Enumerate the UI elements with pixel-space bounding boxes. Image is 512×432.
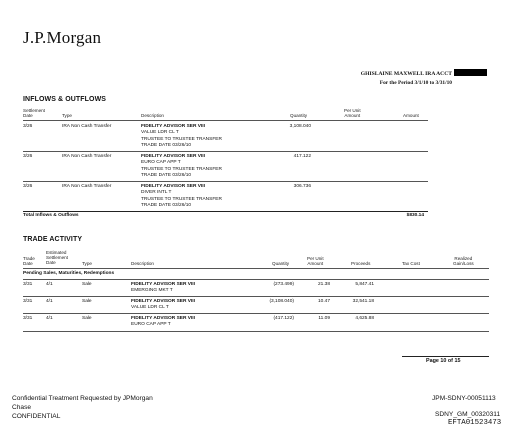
trade-row-2-per-unit: 10.47 — [317, 299, 330, 304]
inflow-row-3-date: 3/26 — [23, 184, 33, 189]
desc-line: VALUE LDR CL T — [141, 130, 179, 136]
col-quantity: Quantity — [290, 113, 308, 118]
inflow-row-2-description — [141, 154, 222, 180]
inflows-section-title: INFLOWS & OUTFLOWS — [23, 96, 107, 103]
footer-jpm-bates: JPM-SDNY-00051113 — [432, 395, 496, 402]
col-amount: Amount — [403, 113, 419, 118]
trade-row-2-trade-date: 3/31 — [23, 299, 33, 304]
desc-line: FIDELITY ADVISOR SER VIII — [141, 124, 205, 129]
trade-row-1-settle-date: 4/1 — [46, 282, 53, 287]
col-trade-per-unit-line1: Per Unit — [307, 256, 324, 261]
inflow-row-2-type: IRA Non Cash Transfer — [62, 154, 112, 159]
desc-line: FIDELITY ADVISOR SER VIII — [131, 299, 195, 304]
inflow-row-2-date: 3/26 — [23, 154, 33, 159]
desc-line: TRADE DATE 03/26/10 — [141, 173, 192, 179]
footer-chase: Chase — [12, 404, 32, 411]
col-description: Description — [141, 113, 164, 118]
page-number-rule — [402, 356, 489, 357]
trade-row-2-description — [131, 299, 195, 312]
inflow-row-1-date: 3/26 — [23, 124, 33, 129]
trade-group-label: Pending Sales, Maturities, Redemptions — [23, 271, 115, 276]
col-type: Type — [62, 113, 72, 118]
inflow-row-rule — [23, 181, 428, 182]
desc-line: FIDELITY ADVISOR SER VIII — [131, 316, 195, 321]
desc-line: FIDELITY ADVISOR SER VIII — [131, 282, 195, 287]
trade-row-3-proceeds: 4,625.88 — [355, 316, 374, 321]
col-settlement-line3: Date — [46, 260, 56, 265]
trade-row-1-quantity: (273.499) — [273, 282, 294, 287]
trade-row-3-trade-date: 3/31 — [23, 316, 33, 321]
col-proceeds: Proceeds — [351, 261, 371, 266]
trade-row-1-trade-date: 3/31 — [23, 282, 33, 287]
col-settlement — [46, 250, 68, 265]
col-per-unit-line1: Per Unit — [344, 108, 361, 113]
col-trade-type: Type — [82, 261, 92, 266]
trade-row-2-settle-date: 4/1 — [46, 299, 53, 304]
inflows-total-value: $830.14 — [406, 213, 424, 218]
trade-row-1-proceeds: 5,847.41 — [355, 282, 374, 287]
col-gain-loss — [453, 256, 474, 266]
desc-line: TRADE DATE 03/26/10 — [141, 143, 192, 149]
inflow-row-1-description — [141, 124, 222, 150]
inflow-row-1-quantity: 3,108.040 — [289, 124, 311, 129]
trade-row-3-description — [131, 316, 195, 329]
trade-row-rule — [23, 296, 489, 297]
desc-line: VALUE LDR CL T — [131, 305, 169, 311]
jpmorgan-logo: J.P.Morgan — [23, 28, 102, 47]
footer-efta-number: EFTA01523473 — [448, 419, 502, 427]
inflows-total-rule — [23, 211, 428, 212]
inflow-row-rule — [23, 151, 428, 152]
col-gain-loss-line2: Gain/Loss — [453, 261, 474, 266]
inflow-row-3-type: IRA Non Cash Transfer — [62, 184, 112, 189]
trade-group-rule — [23, 279, 489, 280]
trade-row-1-per-unit: 21.38 — [317, 282, 330, 287]
desc-line: TRUSTEE TO TRUSTEE TRANSFER — [141, 196, 222, 202]
desc-line: EMERGING MKT T — [131, 288, 173, 294]
desc-line: FIDELITY ADVISOR SER VIII — [141, 184, 205, 189]
inflow-row-2-quantity: 417.122 — [293, 154, 311, 159]
trade-row-1-description — [131, 282, 195, 295]
account-number-redaction — [454, 69, 487, 76]
col-settlement-date-line2: Date — [23, 113, 33, 118]
col-settlement-date — [23, 108, 45, 118]
footer-confidential: CONFIDENTIAL — [12, 413, 61, 420]
col-tax-cost: Tax Cost — [402, 261, 420, 266]
inflows-header-rule — [23, 120, 428, 121]
trade-header-rule — [23, 268, 489, 269]
inflows-total-label: Total Inflows & Outflows — [23, 213, 79, 218]
col-trade-date-line2: Date — [23, 261, 33, 266]
desc-line: TRUSTEE TO TRUSTEE TRANSFER — [141, 166, 222, 172]
desc-line: EURO CAP APP T — [131, 322, 171, 328]
trade-row-3-settle-date: 4/1 — [46, 316, 53, 321]
desc-line: DIVER INTL T — [141, 190, 172, 196]
trade-row-2-proceeds: 32,541.18 — [352, 299, 374, 304]
inflow-row-3-description — [141, 184, 222, 210]
col-per-unit — [344, 108, 361, 118]
desc-line: FIDELITY ADVISOR SER VIII — [141, 154, 205, 159]
trade-row-rule — [23, 331, 489, 332]
trade-row-2-quantity: (3,108.040) — [269, 299, 294, 304]
col-trade-per-unit-line2: Amount — [307, 261, 324, 266]
footer-sdny-bates: SDNY_GM_00320311 — [435, 411, 501, 418]
inflow-row-1-type: IRA Non Cash Transfer — [62, 124, 112, 129]
col-trade-per-unit — [307, 256, 324, 266]
col-trade-date-line1: Trade — [23, 256, 35, 261]
trade-row-3-per-unit: 11.09 — [318, 316, 330, 321]
statement-period: For the Period 3/1/10 to 3/31/10 — [379, 80, 452, 86]
trade-row-rule — [23, 313, 489, 314]
trade-row-1-type: Sale — [82, 282, 92, 287]
col-settlement-line2: Settlement — [46, 255, 68, 260]
col-trade-date — [23, 256, 35, 266]
col-settlement-line1: Estimated — [46, 250, 67, 255]
inflow-row-3-quantity: 306.736 — [293, 184, 311, 189]
page-number: Page 10 of 15 — [426, 358, 461, 364]
account-holder-line: GHISLAINE MAXWELL IRA ACCT — [360, 71, 452, 77]
footer-confidential-treatment: Confidential Treatment Requested by JPMorgan — [12, 395, 153, 402]
col-gain-loss-line1: Realized — [454, 256, 473, 261]
trade-row-3-quantity: (417.122) — [273, 316, 294, 321]
col-settlement-date-line1: Settlement — [23, 108, 45, 113]
col-per-unit-line2: Amount — [344, 113, 361, 118]
trade-row-2-type: Sale — [82, 299, 92, 304]
col-trade-quantity: Quantity — [272, 261, 290, 266]
desc-line: EURO CAP APP T — [141, 160, 181, 166]
desc-line: TRUSTEE TO TRUSTEE TRANSFER — [141, 136, 222, 142]
trade-row-3-type: Sale — [82, 316, 92, 321]
trade-section-title: TRADE ACTIVITY — [23, 236, 83, 243]
col-trade-description: Description — [131, 261, 154, 266]
desc-line: TRADE DATE 03/26/10 — [141, 203, 192, 209]
